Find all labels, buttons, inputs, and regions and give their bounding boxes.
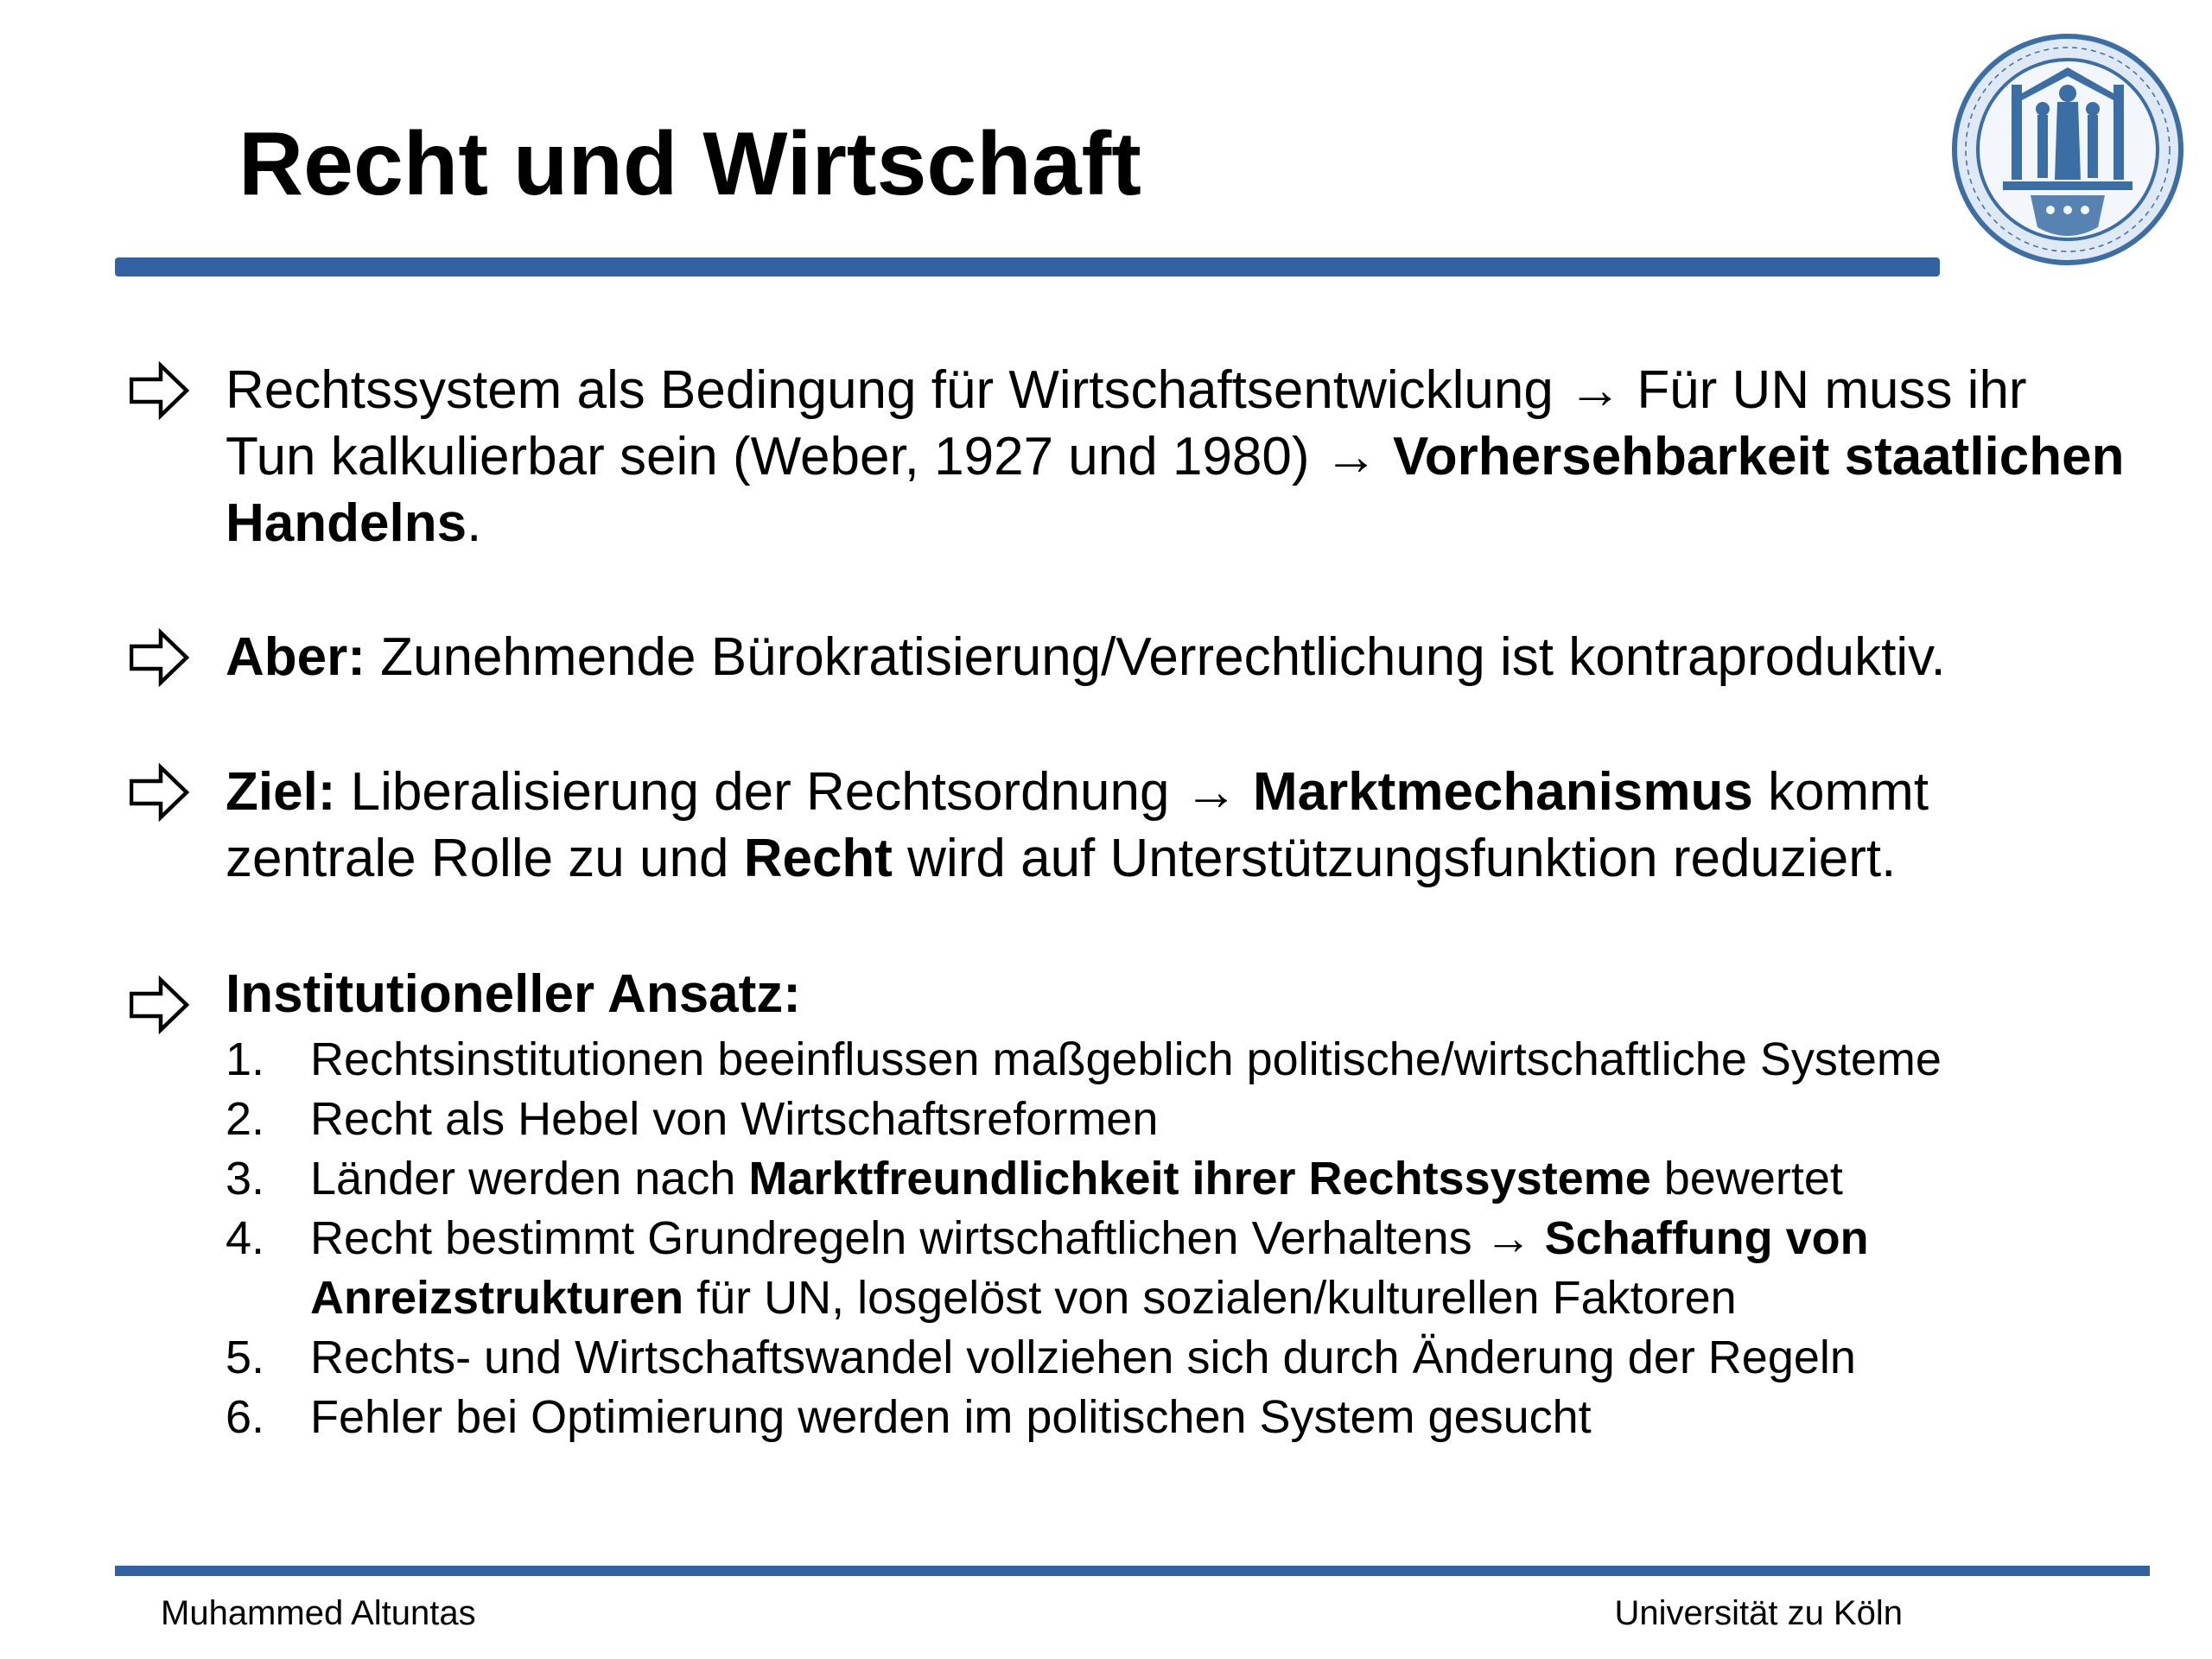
list-item bbox=[226, 1209, 2126, 1328]
bullet-text bbox=[226, 961, 2126, 1027]
emphasis-segment: Recht bbox=[743, 829, 893, 888]
text-segment: Fehler bei Optimierung werden im politischen System gesucht bbox=[310, 1391, 1592, 1443]
list-number: 1. bbox=[226, 1033, 265, 1085]
list-item bbox=[226, 1090, 2126, 1149]
arrow-bullet-icon bbox=[130, 360, 190, 421]
text-segment: Rechts- und Wirtschaftswandel vollziehen sich durch Änderung der Regeln bbox=[310, 1332, 1856, 1383]
emphasis-segment: Institutioneller Ansatz: bbox=[226, 964, 801, 1024]
slide-title: Recht und Wirtschaft bbox=[238, 114, 1141, 214]
list-number: 4. bbox=[226, 1212, 265, 1264]
emphasis-segment: Marktmechanismus bbox=[1252, 762, 1753, 822]
emphasis-segment: Schaffung von Anreizstrukturen bbox=[310, 1212, 1869, 1324]
text-segment: für UN, losgelöst von sozialen/kulturellen Faktoren bbox=[683, 1272, 1737, 1324]
bullet-text bbox=[226, 759, 2126, 892]
list-number: 5. bbox=[226, 1332, 265, 1383]
university-seal-icon bbox=[1951, 33, 2184, 266]
text-segment: wird auf Unterstützungsfunktion reduziert. bbox=[892, 829, 1897, 888]
list-item bbox=[226, 1149, 2126, 1209]
list-item bbox=[226, 1030, 2126, 1090]
text-segment: Zunehmende Bürokratisierung/Verrechtlichung ist kontraproduktiv. bbox=[365, 627, 1946, 687]
list-number: 2. bbox=[226, 1093, 265, 1145]
text-segment: Rechtssystem als Bedingung für Wirtschaftsentwicklung → Für UN muss ihr Tun kalkulierbar sein (Weber, 1927 und 1980) → bbox=[226, 360, 2027, 486]
bullet-text bbox=[226, 624, 2126, 690]
footer-divider bbox=[115, 1566, 2150, 1576]
arrow-bullet-icon bbox=[130, 975, 190, 1035]
arrow-bullet-icon bbox=[130, 627, 190, 688]
emphasis-segment: Ziel: bbox=[226, 762, 336, 822]
emphasis-segment: Vorhersehbarkeit staatlichen Handelns bbox=[226, 427, 2125, 553]
text-segment: bewertet bbox=[1650, 1153, 1843, 1205]
text-segment: Länder werden nach bbox=[310, 1153, 749, 1205]
list-number: 6. bbox=[226, 1391, 265, 1443]
footer-institution: Universität zu Köln bbox=[1614, 1594, 1903, 1632]
text-segment: Liberalisierung der Rechtsordnung → bbox=[335, 762, 1253, 822]
text-segment: Recht bestimmt Grundregeln wirtschaftlichen Verhaltens → bbox=[310, 1212, 1545, 1264]
emphasis-segment: Marktfreundlichkeit ihrer Rechtssysteme bbox=[748, 1153, 1651, 1205]
list-item bbox=[226, 1388, 2126, 1447]
text-segment: . bbox=[467, 493, 482, 553]
emphasis-segment: Aber: bbox=[226, 627, 365, 687]
text-segment: Rechtsinstitutionen beeinflussen maßgeblich politische/wirtschaftliche Systeme bbox=[310, 1033, 1942, 1085]
arrow-bullet-icon bbox=[130, 762, 190, 823]
footer-author: Muhammed Altuntas bbox=[161, 1594, 476, 1632]
text-segment: Recht als Hebel von Wirtschaftsreformen bbox=[310, 1093, 1159, 1145]
list-item bbox=[226, 1328, 2126, 1388]
title-divider bbox=[115, 257, 1940, 276]
numbered-list bbox=[226, 1030, 2126, 1447]
bullet-text bbox=[226, 357, 2126, 556]
text-segment: kommt zentrale Rolle zu und bbox=[226, 762, 1929, 888]
list-number: 3. bbox=[226, 1153, 265, 1205]
